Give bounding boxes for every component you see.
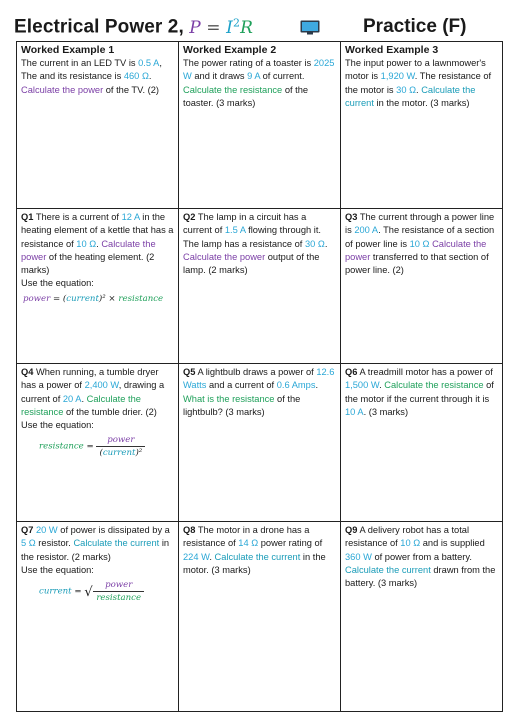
text: The power rating of a toaster is <box>183 58 314 68</box>
eq-power: power <box>96 435 145 447</box>
current-value: 12 A <box>121 212 140 222</box>
question-number: Q8 <box>183 525 196 535</box>
question-1-cell[interactable] <box>17 209 179 364</box>
text: of the motor if the current through it is <box>345 380 494 404</box>
current-value: 10 A <box>345 406 364 417</box>
text: and it draws <box>191 71 248 82</box>
eq-op: = <box>71 586 85 597</box>
text: A lightbulb draws a power of <box>195 367 317 377</box>
text: . <box>148 71 152 82</box>
text: of the toaster. (3 marks) <box>183 84 309 108</box>
resistance-value: 10 Ω <box>76 238 97 249</box>
question-number: Q2 <box>183 212 196 222</box>
use-equation-label: Use the equation: <box>21 278 94 289</box>
resistance-value: 30 Ω <box>396 84 417 95</box>
calculate-instruction: Calculate the power <box>21 84 104 95</box>
text: . (3 marks) <box>363 406 409 417</box>
power-value: 1,920 W <box>380 71 415 82</box>
text: of the TV. (2) <box>103 84 159 95</box>
current-value: 20 A <box>62 393 82 404</box>
worked-example-3-cell[interactable] <box>341 42 503 209</box>
text: in the motor. (3 marks) <box>373 97 470 108</box>
text: The input power to a lawnmower's motor is <box>345 58 486 82</box>
calculate-instruction: Calculate the resistance <box>183 84 283 95</box>
formula-exponent: 2 <box>232 16 241 29</box>
current-value: 9 A <box>247 71 261 82</box>
question-number: Q7 <box>21 525 34 535</box>
power-value: 224 W <box>183 551 210 562</box>
worked-example-2-heading: Worked Example 2 <box>183 44 277 56</box>
current-value: 0.6 Amps <box>276 380 316 391</box>
current-value: 1.5 A <box>224 225 246 236</box>
text: . <box>81 393 87 404</box>
question-number: Q5 <box>183 367 196 377</box>
text: in the motor. (3 marks) <box>183 551 326 575</box>
text: A treadmill motor has a power of <box>357 367 493 377</box>
calculate-instruction: Calculate the power <box>345 238 487 262</box>
power-value: 20 W <box>36 525 58 535</box>
question-number: Q1 <box>21 212 34 222</box>
text: . <box>209 551 215 562</box>
current-value: 0.5 A <box>138 58 160 68</box>
text: , <box>159 58 162 68</box>
resistance-value: 14 Ω <box>238 538 259 549</box>
text: output of the lamp. (2 marks) <box>183 251 320 276</box>
resistance-equation <box>39 435 174 459</box>
question-6-cell[interactable] <box>341 364 503 522</box>
text: . The resistance of the motor is <box>345 71 492 95</box>
text: transferred to that section of power line. (2) <box>345 251 489 276</box>
use-equation-label: Use the equation: <box>21 564 94 575</box>
formula-r: R <box>240 17 253 38</box>
eq-power: power <box>93 580 144 592</box>
tv-icon <box>300 20 320 35</box>
eq-resistance: resistance <box>39 441 84 452</box>
text: A delivery robot has a total resistance of <box>345 525 470 549</box>
text: of the heating element. (2 marks) <box>21 251 155 276</box>
text: When running, a tumble dryer has a power of <box>21 367 159 391</box>
text: . The resistance of a section of power line is <box>345 225 495 249</box>
eq-resistance: resistance <box>118 293 164 304</box>
practice-label: Practice (F) <box>363 16 467 37</box>
question-number: Q9 <box>345 525 358 535</box>
current-value: 200 A <box>354 225 379 236</box>
worked-example-1-heading: Worked Example 1 <box>21 44 115 56</box>
calculate-instruction: Calculate the power <box>21 238 156 262</box>
eq-power: power <box>23 293 51 304</box>
eq-op: )² <box>135 448 143 459</box>
calculate-instruction: Calculate the power <box>183 251 266 262</box>
worked-example-3-heading: Worked Example 3 <box>345 44 439 56</box>
question-2-cell[interactable] <box>179 209 341 364</box>
power-value: 360 W <box>345 551 372 562</box>
calculate-instruction: Calculate the current <box>345 84 476 108</box>
calculate-instruction: What is the resistance <box>183 393 275 404</box>
eq-fraction <box>93 580 144 604</box>
question-3-cell[interactable] <box>341 209 503 364</box>
resistance-value: 10 Ω <box>400 538 421 549</box>
power-equation <box>23 293 174 306</box>
power-value: 1,500 W <box>345 380 380 391</box>
calculate-instruction: Calculate the current <box>73 538 160 549</box>
calculate-instruction: Calculate the resistance <box>384 380 484 391</box>
eq-resistance: resistance <box>96 593 142 604</box>
power-value: 12.6 Watts <box>183 367 335 391</box>
eq-current: current <box>66 293 99 304</box>
text: of power from a battery. <box>371 551 472 562</box>
power-formula <box>189 18 253 38</box>
worked-example-2-cell[interactable] <box>179 42 341 209</box>
text: . <box>416 84 422 95</box>
eq-op: = ( <box>50 293 67 304</box>
formula-p: P <box>189 17 201 38</box>
text: of power is dissipated by a <box>57 525 170 535</box>
question-number: Q3 <box>345 212 358 222</box>
page-title <box>14 16 253 39</box>
square-root <box>84 580 144 604</box>
question-number: Q4 <box>21 367 34 377</box>
formula-equals: = <box>200 17 227 38</box>
eq-op: )² × <box>98 293 119 304</box>
text: and a current of <box>206 380 277 391</box>
resistance-value: 30 Ω <box>304 238 325 249</box>
use-equation-label: Use the equation: <box>21 420 94 431</box>
question-5-cell[interactable] <box>179 364 341 522</box>
question-4-cell[interactable] <box>17 364 179 522</box>
resistance-value: 460 Ω <box>123 71 149 82</box>
text: , drawing a current of <box>21 380 165 404</box>
text: of current. <box>260 71 305 82</box>
text: . <box>379 380 385 391</box>
eq-op: = <box>83 441 97 452</box>
question-grid <box>16 41 503 712</box>
text: resistor. <box>35 538 74 549</box>
resistance-value: 5 Ω <box>21 538 36 549</box>
text: of the tumble drier. (2) <box>63 406 157 417</box>
text: The and its resistance is <box>21 71 124 82</box>
text: of the lightbulb? (3 marks) <box>183 393 301 417</box>
text: and is supplied <box>420 538 485 549</box>
text: The current in an LED TV is <box>21 58 139 68</box>
eq-op: ( <box>99 448 103 459</box>
formula-i: I <box>226 17 233 38</box>
text: . <box>324 238 328 249</box>
title-text: Electrical Power 2, <box>14 16 184 38</box>
radical-sign-icon: √ <box>84 585 93 601</box>
question-number: Q6 <box>345 367 358 377</box>
text: The current through a power line is <box>345 212 495 236</box>
eq-current: current <box>39 586 72 597</box>
calculate-instruction: Calculate the current <box>345 564 431 575</box>
power-value: 2,400 W <box>84 380 119 391</box>
text: in the resistor. (2 marks) <box>21 538 170 562</box>
calculate-instruction: Calculate the current <box>214 551 301 562</box>
worksheet-header <box>14 16 504 42</box>
text: . <box>96 238 102 249</box>
resistance-value: 10 Ω <box>409 238 430 249</box>
calculate-instruction: Calculate the resistance <box>21 393 141 417</box>
text: power rating of <box>258 538 323 549</box>
text: in the heating element of a kettle that has a resistance of <box>21 212 174 249</box>
question-9-cell[interactable] <box>341 522 503 712</box>
question-7-cell[interactable] <box>17 522 179 712</box>
eq-fraction <box>96 435 145 459</box>
eq-current: current <box>102 448 136 459</box>
text: . <box>315 380 319 391</box>
worked-example-1-cell[interactable] <box>17 42 179 209</box>
text: The motor in a drone has a resistance of <box>183 525 310 549</box>
text: flowing through it. The lamp has a resistance of <box>183 225 321 249</box>
power-value: 2025 W <box>183 58 335 82</box>
current-equation <box>39 580 174 604</box>
text: The lamp in a circuit has a current of <box>183 212 307 236</box>
question-8-cell[interactable] <box>179 522 341 712</box>
text: There is a current of <box>33 212 122 222</box>
text: drawn from the battery. (3 marks) <box>345 564 496 589</box>
